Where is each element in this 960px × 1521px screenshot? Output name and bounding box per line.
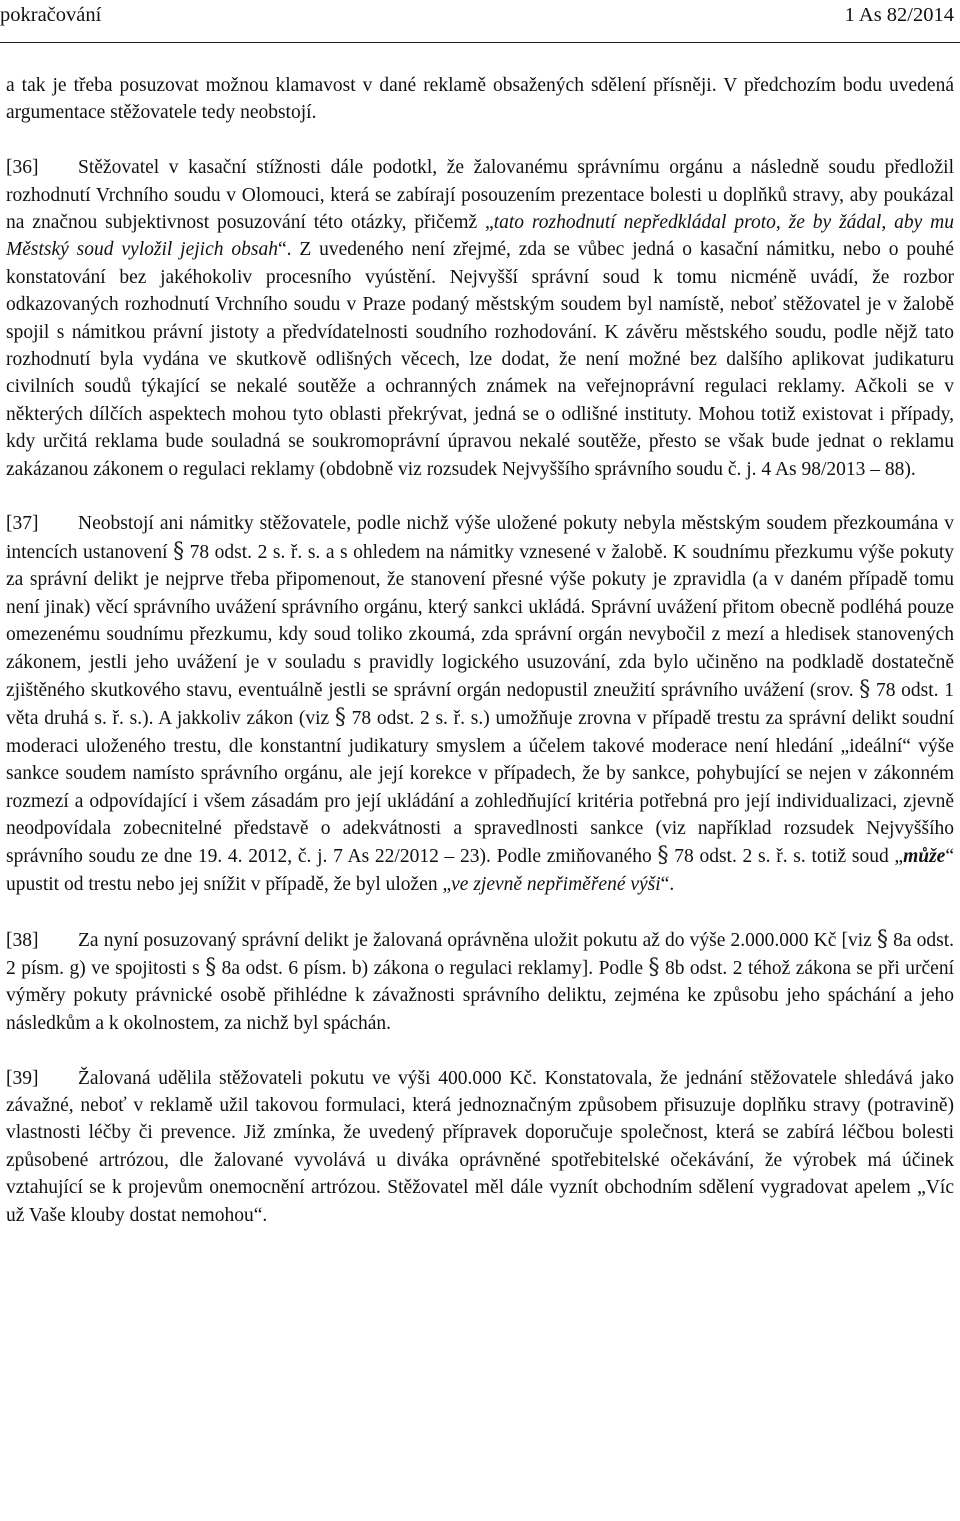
paragraph-number: [38]: [6, 929, 39, 951]
header-case-number: 1 As 82/2014: [844, 4, 954, 26]
paragraph-text: 8a odst. 6 písm. b) zákona o regulaci reklamy]. Podle: [216, 957, 649, 979]
paragraph-text: Za nyní posuzovaný správní delikt je žalovaná oprávněna uložit pokutu až do výše 2.000.000 Kč [viz: [78, 929, 877, 951]
paragraph-38: [6, 926, 954, 1038]
paragraph-text: 8b odst. 2 téhož zákona se při určení výměry pokuty právnické osobě přihlédne k závažnosti správního deliktu, zejména ke způsobu jeho spáchání a jeho následkům a k okolnostem, za nichž byl spáchán.: [6, 957, 954, 1034]
section-sign: §: [657, 843, 669, 869]
emphasized-word: může: [903, 846, 946, 868]
paragraph-number: [37]: [6, 513, 39, 535]
paragraph-text: 78 odst. 2 s. ř. s.) umožňuje zrovna v případě trestu za správní delikt soudní moderaci uloženého trestu, dle konstantní judikatury smyslem a účelem takové moderace není hledání „ideální“ výše sankce soudem namísto správního orgánu, ale její korekce v případech, že by sankce, pohybující se nejen v zákonném rozmezí a odpovídající i všem zásadám pro její ukládání a zohledňující kritéria potřebná pro její individualizaci, zjevně neodpovídala zobecnitelné představě o adekvátnosti a spravedlnosti sankce (viz například rozsudek Nejvyššího správního soudu ze dne 19. 4. 2012, č. j. 7 As 22/2012 – 23). Podle zmiňovaného: [6, 708, 954, 868]
document-body: [6, 72, 954, 1229]
section-sign: §: [334, 705, 346, 731]
section-sign: §: [876, 926, 888, 952]
paragraph-text: Neobstojí ani námitky stěžovatele, podle nichž výše uložené pokuty nebyla městským soudem přezkoumána v intencích ustanovení: [6, 513, 954, 563]
paragraph-37: [6, 510, 954, 898]
paragraph-text: “ upustit od trestu nebo jej snížit v případě, že byl uložen „: [6, 846, 954, 895]
section-sign: §: [648, 954, 660, 980]
intro-text: a tak je třeba posuzovat možnou klamavost v dané reklamě obsažených sdělení přísněji. V předchozím bodu uvedená argumentace stěžovatele tedy neobstojí.: [6, 75, 954, 124]
paragraph-36: [6, 154, 954, 483]
paragraph-text: 8a odst. 2 písm. g) ve spojitosti s: [6, 929, 954, 979]
header-divider: [0, 42, 960, 43]
paragraph-39: [6, 1065, 954, 1229]
paragraph-number: [39]: [6, 1067, 39, 1089]
section-sign: §: [173, 538, 185, 564]
header-continuation-label: pokračování: [0, 4, 102, 26]
paragraph-text: Stěžovatel v kasační stížnosti dále podotkl, že žalovanému správnímu orgánu a následně soudu předložil rozhodnutí Vrchního soudu v Olomouci, která se zabírají posouzením prezentace bolesti u doplňků stravy, aby poukázal na značnou subjektivnost posuzování této otázky, přičemž „: [6, 157, 954, 234]
intro-paragraph: [6, 72, 954, 127]
italic-quote: tato rozhodnutí nepředkládal proto, že by žádal, aby mu Městský soud vyložil jejich obsah: [6, 212, 954, 261]
page-header: [0, 0, 960, 30]
paragraph-text: “.: [660, 873, 675, 895]
paragraph-text: 78 odst. 1 věta druhá s. ř. s.). A jakkoliv zákon (viz: [6, 679, 954, 730]
section-sign: §: [859, 676, 871, 702]
italic-quote: ve zjevně nepřiměřené výši: [451, 873, 661, 895]
paragraph-text: 78 odst. 2 s. ř. s. a s ohledem na námitky vznesené v žalobě. K soudnímu přezkumu výše pokuty za správní delikt je nejprve třeba připomenout, že stanovení přesné výše pokuty je zpravidla (a v daném případě tomu není jinak) věcí správního uvážení správního orgánu, který sankci ukládá. Správní uvážení přitom obecně podléhá pouze omezenému soudnímu přezkumu, kdy soud toliko zkoumá, zda správní orgán nevybočil z mezí a hledisek stanovených zákonem, jestli jeho uvážení je v souladu s pravidly logického usuzování, zda bylo učiněno na podkladě dostatečně zjištěného skutkového stavu, eventuálně jestli se správní orgán nedopustil zneužití správního uvážení (srov.: [6, 541, 954, 701]
paragraph-text: Žalovaná udělila stěžovateli pokutu ve výši 400.000 Kč. Konstatovala, že jednání stěžovatele shledává jako závažné, neboť v reklamě užil takovou formulaci, která jednoznačným způsobem přisuzuje doplňku stravy (potravině) vlastnosti léčby či prevence. Již zmínka, že uvedený přípravek doporučuje společnost, která se zabírá léčbou bolesti způsobené artrózou, dle žalované vyvolává u diváka oprávněné spotřebitelské očekávání, že výrobek má účinek vztahující se k projevům onemocnění artrózou. Stěžovatel měl dále vyznít obchodním sdělení vygradovat apelem „Víc už Vaše klouby dostat nemohou“.: [6, 1067, 954, 1226]
section-sign: §: [205, 954, 217, 980]
paragraph-text: “. Z uvedeného není zřejmé, zda se vůbec jedná o kasační námitku, nebo o pouhé konstatování bez jakéhokoliv procesního vyústění. Nejvyšší správní soud k tomu nicméně uvádí, že rozbor odkazovaných rozhodnutí Vrchního soudu v Praze podaný městským soudem byl namístě, neboť stěžovatel je v žalobě spojil s námitkou právní jistoty a předvídatelnosti soudního rozhodování. K závěru městského soudu, podle nějž tato rozhodnutí byla vydána ve skutkově odlišných věcech, lze dodat, že není možné bez dalšího aplikovat judikaturu civilních soudů týkající se nekalé soutěže a ochranných známek na veřejnoprávní regulaci reklamy. Ačkoli se v některých dílčích aspektech mohou tyto oblasti překrývat, jedná se o odlišné instituty. Mohou totiž existovat i případy, kdy určitá reklama bude souladná se soukromoprávní úpravou nekalé soutěže, přesto se však bude jednat o reklamu zakázanou zákonem o regulaci reklamy (obdobně viz rozsudek Nejvyššího správního soudu č. j. 4 As 98/2013 – 88).: [6, 239, 954, 480]
paragraph-text: 78 odst. 2 s. ř. s. totiž soud „: [668, 846, 904, 868]
paragraph-number: [36]: [6, 157, 39, 179]
